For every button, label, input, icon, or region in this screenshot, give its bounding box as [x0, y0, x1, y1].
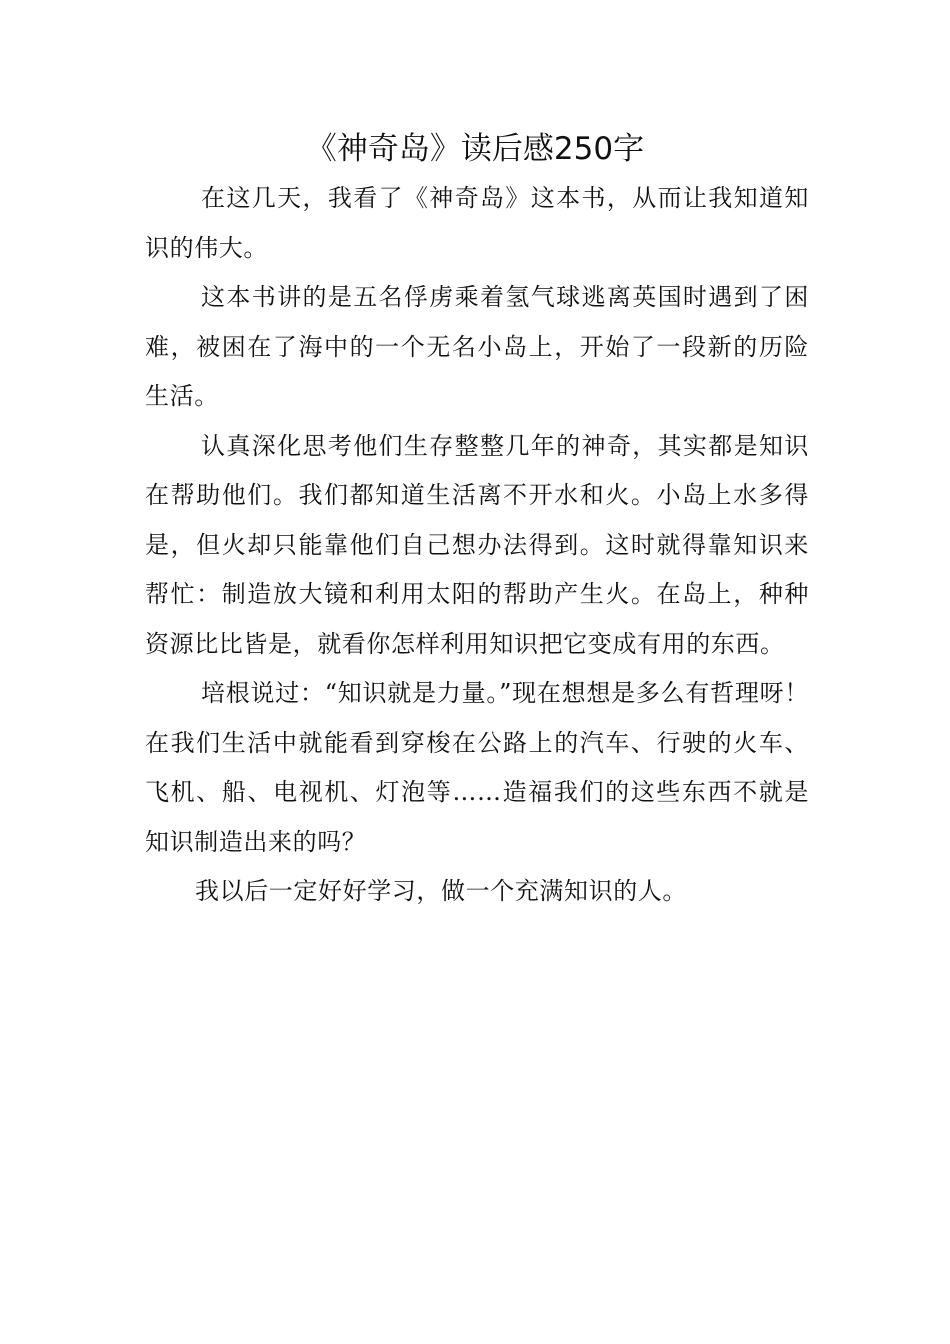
paragraph-1: 在这几天，我看了《神奇岛》这本书，从而让我知道知识的伟大。 [145, 184, 809, 262]
paragraph-3: 认真深化思考他们生存整整几年的神奇，其实都是知识在帮助他们。我们都知道生活离不开水和火。小岛上水多得是，但火却只能靠他们自己想办法得到。这时就得靠知识来帮忙：制造放大镜和利用太阳的帮助产生火。在岛上，种种资源比比皆是，就看你怎样利用知识把它变成有用的东西。 [145, 431, 809, 658]
paragraph-5: 我以后一定好好学习，做一个充满知识的人。 [195, 877, 687, 905]
paragraph-2: 这本书讲的是五名俘虏乘着氢气球逃离英国时遇到了困难，被困在了海中的一个无名小岛上，开始了一段新的历险生活。 [145, 283, 809, 410]
document-title: 《神奇岛》读后感250字 [305, 131, 645, 167]
paragraph-4: 培根说过：“知识就是力量。”现在想想是多么有哲理呀！在我们生活中就能看到穿梭在公路上的汽车、行驶的火车、飞机、船、电视机、灯泡等……造福我们的这些东西不就是知识制造出来的吗？ [145, 679, 809, 856]
document-body [145, 174, 809, 917]
